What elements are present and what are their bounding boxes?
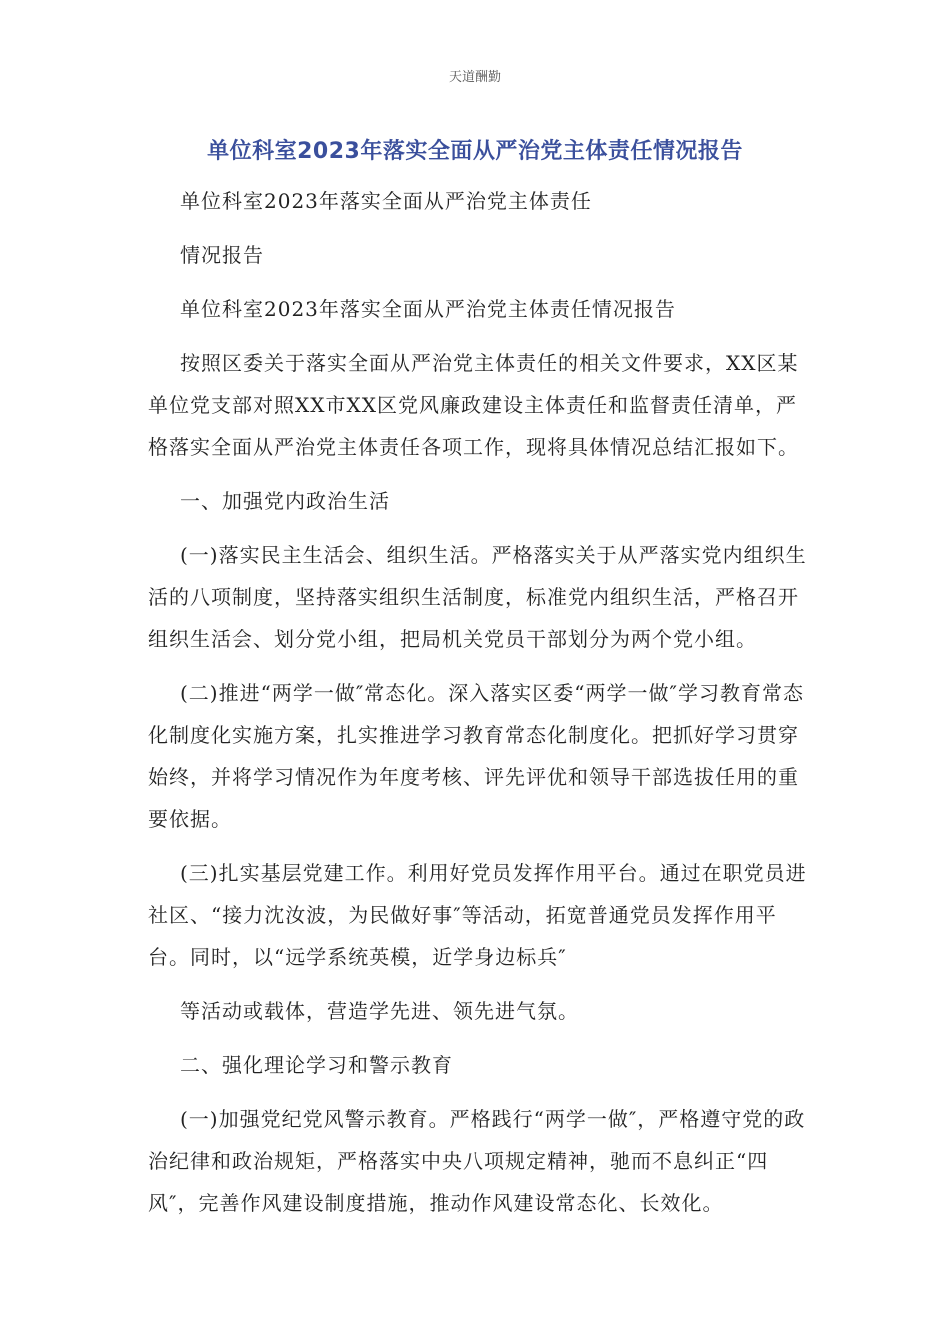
paragraph: 按照区委关于落实全面从严治党主体责任的相关文件要求，XX区某单位党支部对照XX市XX区党风廉政建设主体责任和监督责任清单，严格落实全面从严治党主体责任各项工作，现将具体情况总结汇报如下。 [148, 351, 799, 459]
paragraph: (二)推进“两学一做″常态化。深入落实区委“两学一做″学习教育常态化制度化实施方案，扎实推进学习教育常态化制度化。把抓好学习贯穿始终，并将学习情况作为年度考核、评先评优和领导干部选拔任用的重要依据。 [148, 681, 804, 831]
paragraph: (一)落实民主生活会、组织生活。严格落实关于从严落实党内组织生活的八项制度，坚持落实组织生活制度，标准党内组织生活，严格召开组织生活会、划分党小组，把局机关党员干部划分为两个党小组。 [148, 543, 807, 651]
paragraph: 单位科室2023年落实全面从严治党主体责任情况报告 [180, 297, 676, 321]
paragraph: 等活动或载体，营造学先进、领先进气氛。 [180, 999, 579, 1023]
paragraph: (三)扎实基层党建工作。利用好党员发挥作用平台。通过在职党员进社区、“接力沈汝波，为民做好事″等活动，拓宽普通党员发挥作用平台。同时，以“远学系统英模，近学身边标兵″ [148, 861, 807, 969]
paragraph: (一)加强党纪党风警示教育。严格践行“两学一做″，严格遵守党的政治纪律和政治规矩，严格落实中央八项规定精神，驰而不息纠正“四风″，完善作风建设制度措施，推动作风建设常态化、长效化。 [148, 1107, 806, 1215]
section-heading: 一、加强党内政治生活 [180, 489, 390, 513]
paragraph: 单位科室2023年落实全面从严治党主体责任 [180, 189, 592, 213]
document-body [148, 180, 808, 1224]
section-heading: 二、强化理论学习和警示教育 [180, 1053, 453, 1077]
document-title: 单位科室2023年落实全面从严治党主体责任情况报告 [207, 139, 743, 164]
paragraph: 情况报告 [180, 243, 264, 267]
page-header: 天道酬勤 [448, 70, 501, 85]
